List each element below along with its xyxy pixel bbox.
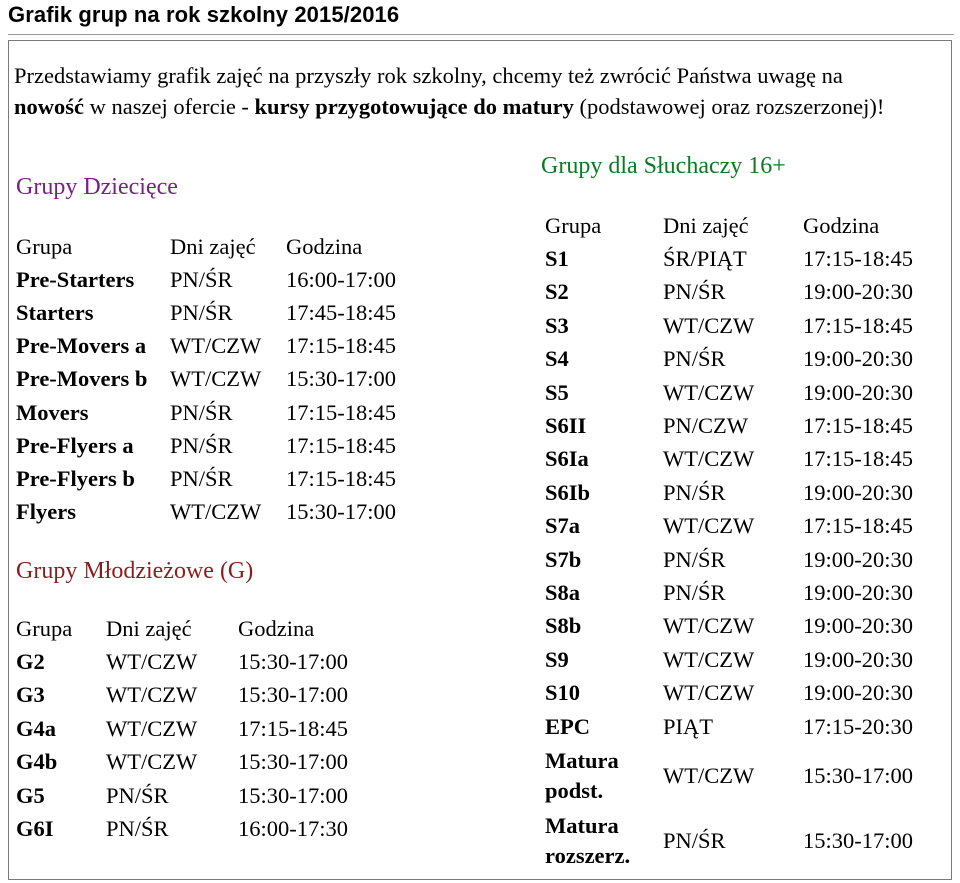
cell-group: S7b <box>545 546 582 572</box>
intro-highlight-new: nowość <box>14 94 85 119</box>
cell-group: S8a <box>545 579 581 605</box>
table-row <box>545 376 943 409</box>
group-name-line2: rozszerz. <box>545 842 631 868</box>
table-row <box>16 363 426 396</box>
cell-time: 19:00-20:30 <box>803 613 913 639</box>
cell-group: S8b <box>545 613 582 639</box>
cell-time: 17:15-18:45 <box>803 246 913 272</box>
cell-time: 17:15-20:30 <box>803 713 913 739</box>
cell-days: PN/ŚR <box>663 479 726 505</box>
cell-time: 19:00-20:30 <box>803 279 913 305</box>
cell-time: 16:00-17:00 <box>286 266 396 292</box>
table-row <box>545 443 943 476</box>
table-row <box>16 396 426 429</box>
youth-heading: Grupy Młodzieżowe (G) <box>16 558 254 584</box>
cell-group: S1 <box>545 246 569 272</box>
cell-group: S4 <box>545 346 569 372</box>
cell-group: G4a <box>16 715 57 741</box>
header-group: Grupa <box>16 615 73 641</box>
table-row <box>16 779 378 812</box>
cell-days: WT/CZW <box>663 613 755 639</box>
cell-time: 16:00-17:30 <box>238 816 348 842</box>
cell-days: PN/ŚR <box>170 299 233 325</box>
cell-group: G5 <box>16 782 45 808</box>
cell-days: PN/ŚR <box>663 346 726 372</box>
cell-time: 19:00-20:30 <box>803 346 913 372</box>
cell-group: S3 <box>545 312 569 338</box>
cell-days: PN/ŚR <box>170 399 233 425</box>
cell-group: Pre-Movers b <box>16 366 148 392</box>
cell-time: 15:30-17:00 <box>238 782 348 808</box>
cell-days: WT/CZW <box>170 499 262 525</box>
cell-days: PN/ŚR <box>106 782 169 808</box>
cell-days: WT/CZW <box>663 646 755 672</box>
cell-group: Movers <box>16 399 89 425</box>
header-group: Grupa <box>545 212 602 238</box>
cell-group: Pre-Flyers b <box>16 465 135 491</box>
cell-group: Pre-Flyers a <box>16 432 134 458</box>
cell-group: G3 <box>16 682 45 708</box>
cell-time: 19:00-20:30 <box>803 646 913 672</box>
table-header-row <box>16 612 378 645</box>
table-row-matura <box>545 808 943 873</box>
cell-group: S6II <box>545 413 587 439</box>
cell-group: S5 <box>545 379 569 405</box>
cell-time: 17:45-18:45 <box>286 299 396 325</box>
cell-days: WT/CZW <box>663 379 755 405</box>
cell-days: PN/ŚR <box>170 266 233 292</box>
group-name-line1: Matura <box>545 812 619 838</box>
cell-days: WT/CZW <box>663 680 755 706</box>
cell-time: 17:15-18:45 <box>286 465 396 491</box>
table-row <box>16 330 426 363</box>
table-header-row <box>16 230 426 263</box>
cell-time: 19:00-20:30 <box>803 479 913 505</box>
youth-schedule-table <box>16 612 378 846</box>
cell-days: WT/CZW <box>663 762 755 788</box>
cell-days: PN/ŚR <box>663 279 726 305</box>
cell-group: G6I <box>16 816 54 842</box>
cell-days: PIĄT <box>663 713 713 739</box>
cell-group <box>545 743 663 808</box>
table-row <box>545 409 943 442</box>
table-row <box>16 645 378 678</box>
table-row <box>16 812 378 845</box>
cell-time: 19:00-20:30 <box>803 546 913 572</box>
cell-group <box>545 808 663 873</box>
cell-time: 15:30-17:00 <box>286 366 396 392</box>
cell-time: 15:30-17:00 <box>803 827 913 853</box>
table-row <box>545 476 943 509</box>
table-row <box>16 679 378 712</box>
table-row <box>545 610 943 643</box>
cell-days: WT/CZW <box>663 446 755 472</box>
cell-days: ŚR/PIĄT <box>663 246 747 272</box>
cell-time: 17:15-18:45 <box>803 513 913 539</box>
table-row <box>545 309 943 342</box>
cell-time: 17:15-18:45 <box>803 413 913 439</box>
cell-days: PN/CZW <box>663 413 749 439</box>
cell-group: S6Ia <box>545 446 589 472</box>
adults-heading: Grupy dla Słuchaczy 16+ <box>541 153 786 179</box>
table-row-matura <box>545 743 943 808</box>
cell-group: Pre-Starters <box>16 266 135 292</box>
cell-time: 19:00-20:30 <box>803 680 913 706</box>
table-row <box>545 343 943 376</box>
cell-group: Starters <box>16 299 94 325</box>
cell-days: WT/CZW <box>170 366 262 392</box>
cell-days: WT/CZW <box>106 682 198 708</box>
cell-time: 15:30-17:00 <box>286 499 396 525</box>
intro-text-1: Przedstawiamy grafik zajęć na przyszły rok szkolny, chcemy też zwrócić Państwa uwagę na <box>14 63 843 88</box>
intro-text-2: w naszej ofercie - <box>84 94 255 119</box>
cell-days: PN/ŚR <box>663 579 726 605</box>
title-bar <box>8 0 954 35</box>
cell-time: 15:30-17:00 <box>238 649 348 675</box>
cell-time: 17:15-18:45 <box>286 432 396 458</box>
cell-group: G4b <box>16 749 58 775</box>
cell-time: 15:30-17:00 <box>238 749 348 775</box>
intro-highlight-courses: kursy przygotowujące do matury <box>254 94 574 119</box>
cell-days: PN/ŚR <box>170 432 233 458</box>
cell-group: S6Ib <box>545 479 591 505</box>
table-row <box>16 429 426 462</box>
cell-days: WT/CZW <box>106 715 198 741</box>
cell-time: 17:15-18:45 <box>238 715 348 741</box>
table-row <box>545 710 943 743</box>
children-heading: Grupy Dziecięce <box>16 174 178 200</box>
cell-time: 17:15-18:45 <box>286 333 396 359</box>
header-days: Dni zajęć <box>170 233 256 259</box>
table-row <box>16 263 426 296</box>
children-schedule-table <box>16 230 426 529</box>
table-row <box>545 276 943 309</box>
cell-group: Pre-Movers a <box>16 333 147 359</box>
cell-group: Flyers <box>16 499 76 525</box>
cell-time: 19:00-20:30 <box>803 379 913 405</box>
group-name-line1: Matura <box>545 747 619 773</box>
cell-days: PN/ŚR <box>663 827 726 853</box>
table-row <box>545 242 943 275</box>
cell-days: PN/ŚR <box>106 816 169 842</box>
header-time: Godzina <box>238 615 315 641</box>
cell-time: 17:15-18:45 <box>803 446 913 472</box>
table-row <box>545 676 943 709</box>
intro-text-3: (podstawowej oraz rozszerzonej)! <box>573 94 885 119</box>
table-row <box>545 510 943 543</box>
cell-time: 17:15-18:45 <box>803 312 913 338</box>
cell-days: WT/CZW <box>170 333 262 359</box>
table-row <box>545 643 943 676</box>
table-row <box>545 576 943 609</box>
cell-days: PN/ŚR <box>663 546 726 572</box>
cell-days: WT/CZW <box>106 749 198 775</box>
cell-group: S7a <box>545 513 581 539</box>
header-days: Dni zajęć <box>663 212 749 238</box>
page-title: Grafik grup na rok szkolny 2015/2016 <box>8 2 400 27</box>
cell-group: S9 <box>545 646 569 672</box>
cell-group: S2 <box>545 279 569 305</box>
cell-days: PN/ŚR <box>170 465 233 491</box>
group-name-line2: podst. <box>545 777 604 803</box>
cell-days: WT/CZW <box>663 312 755 338</box>
header-time: Godzina <box>803 212 880 238</box>
cell-days: WT/CZW <box>663 513 755 539</box>
table-row <box>545 543 943 576</box>
table-row <box>16 712 378 745</box>
cell-days: WT/CZW <box>106 649 198 675</box>
intro-paragraph <box>14 60 914 122</box>
cell-time: 15:30-17:00 <box>238 682 348 708</box>
cell-group: EPC <box>545 713 590 739</box>
cell-group: G2 <box>16 649 45 675</box>
table-row <box>16 462 426 495</box>
adults-schedule-table <box>545 209 943 873</box>
cell-time: 15:30-17:00 <box>803 762 913 788</box>
table-header-row <box>545 209 943 242</box>
table-row <box>16 746 378 779</box>
table-row <box>16 496 426 529</box>
cell-group: S10 <box>545 680 581 706</box>
header-days: Dni zajęć <box>106 615 192 641</box>
cell-time: 17:15-18:45 <box>286 399 396 425</box>
header-group: Grupa <box>16 233 73 259</box>
cell-time: 19:00-20:30 <box>803 579 913 605</box>
table-row <box>16 296 426 329</box>
header-time: Godzina <box>286 233 363 259</box>
